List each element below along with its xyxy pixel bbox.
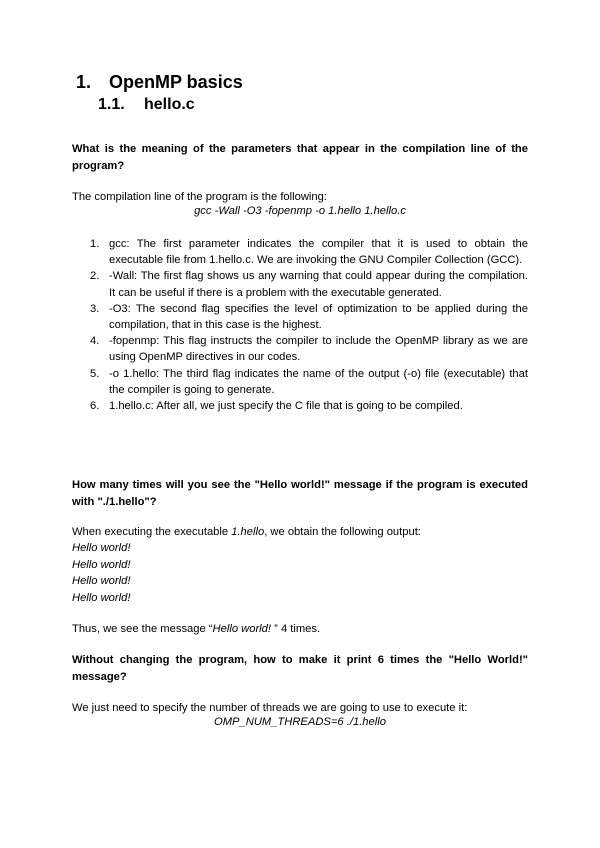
section-heading — [76, 72, 243, 93]
list-item — [72, 333, 528, 365]
list-item — [72, 398, 528, 414]
output-line: Hello world! — [72, 558, 131, 571]
list-number: 5. — [90, 367, 100, 380]
section-title: OpenMP basics — [109, 72, 243, 92]
text-before: When executing the executable — [72, 526, 232, 538]
subsection-title: hello.c — [144, 96, 195, 113]
text-after: , we obtain the following output: — [264, 526, 421, 538]
list-number: 1. — [90, 238, 100, 250]
output-line: Hello world! — [72, 591, 131, 604]
paragraph-conclusion — [72, 621, 528, 638]
list-item — [72, 236, 528, 268]
list-text: -fopenmp: This flag instructs the compiler to include the OpenMP library as we are using OpenMP directives in our codes. — [109, 335, 528, 364]
section-number: 1. — [76, 72, 92, 92]
executable-name: 1.hello — [231, 526, 265, 538]
list-text: -O3: The second flag specifies the level of optimization to be applied during the compilation, that in this case is the highest. — [109, 302, 528, 332]
text-after: ” 4 times. — [271, 623, 321, 635]
paragraph-threads-intro: We just need to specify the number of threads we are going to use to execute it: — [72, 702, 468, 714]
message-text: Hello world! — [212, 623, 271, 635]
list-text: -Wall: The first flag shows us any warning that could appear during the compilation. It can be useful if there is a problem with the executable generated. — [109, 270, 528, 299]
list-number: 2. — [90, 270, 100, 283]
list-item — [72, 301, 528, 333]
run-command: OMP_NUM_THREADS=6 ./1.hello — [214, 716, 386, 728]
compile-command: gcc -Wall -O3 -fopenmp -o 1.hello 1.hello.c — [194, 205, 406, 217]
question-2: How many times will you see the "Hello world!" message if the program is executed with "./1.hello"? — [72, 479, 528, 508]
list-number: 4. — [90, 335, 100, 348]
list-item — [72, 268, 528, 300]
list-item — [72, 366, 528, 398]
list-number: 3. — [90, 302, 100, 315]
paragraph-output-intro — [72, 524, 528, 541]
question-1: What is the meaning of the parameters that appear in the compilation line of the program? — [72, 143, 528, 172]
subsection-number: 1.1. — [98, 96, 125, 113]
subsection-heading — [98, 96, 195, 114]
parameter-list — [72, 236, 528, 414]
text-before: Thus, we see the message “ — [72, 623, 213, 635]
output-block — [72, 540, 528, 606]
list-text: 1.hello.c: After all, we just specify the C file that is going to be compiled. — [109, 400, 463, 413]
list-text: -o 1.hello: The third flag indicates the name of the output (-o) file (executable) that the compiler is going to generate. — [109, 367, 528, 396]
question-3: Without changing the program, how to make it print 6 times the "Hello World!" message? — [72, 654, 528, 683]
list-number: 6. — [90, 400, 100, 413]
paragraph-compilation-intro: The compilation line of the program is the following: — [72, 191, 327, 203]
list-text: gcc: The first parameter indicates the compiler that it is used to obtain the executable file from 1.hello.c. We are invoking the GNU Compiler Collection (GCC). — [109, 238, 528, 267]
output-line: Hello world! — [72, 542, 131, 554]
output-line: Hello world! — [72, 575, 131, 587]
